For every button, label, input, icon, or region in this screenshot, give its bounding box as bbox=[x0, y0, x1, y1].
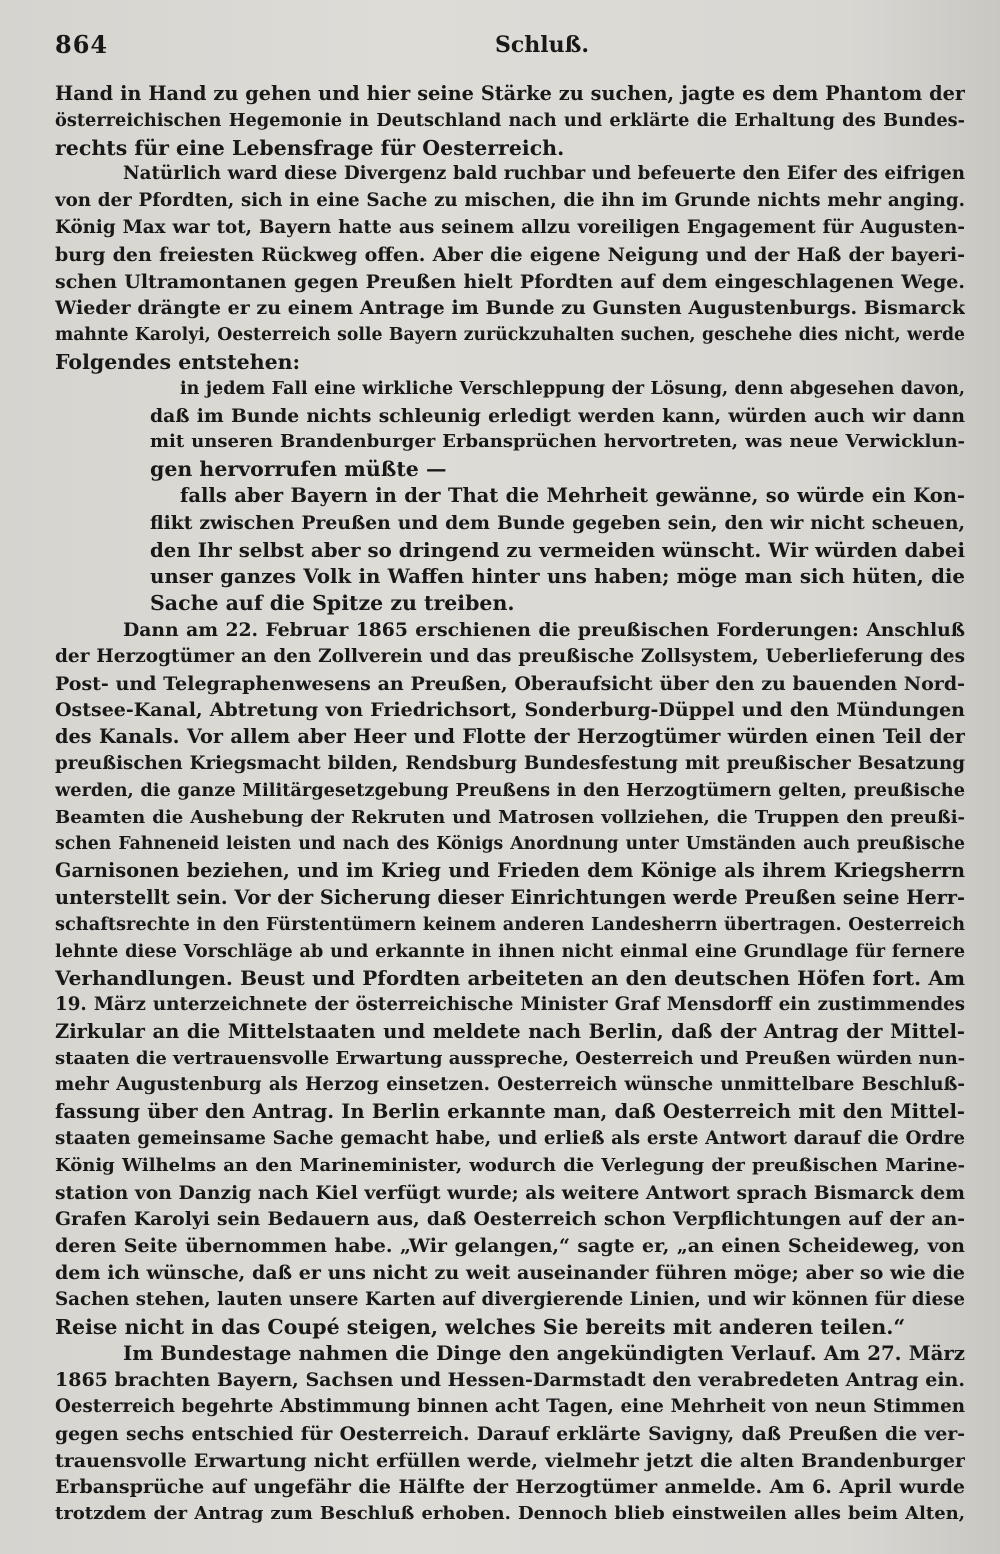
text-line: mit unseren Brandenburger Erbansprüchen hervortreten, was neue Verwicklun- bbox=[150, 431, 965, 453]
text-line: fassung über den Antrag. In Berlin erkannte man, daß Oesterreich mit den Mittel- bbox=[55, 1100, 965, 1124]
text-line: Wieder drängte er zu einem Antrage im Bunde zu Gunsten Augustenburgs. Bismarck bbox=[55, 297, 965, 320]
text-line: Hand in Hand zu gehen und hier seine Stärke zu suchen, jagte es dem Phantom der bbox=[55, 82, 965, 105]
text-line: burg den freiesten Rückweg offen. Aber die eigene Neigung und der Haß der bayeri- bbox=[55, 243, 965, 266]
text-line: von der Pfordten, sich in eine Sache zu mischen, die ihn im Grunde nichts mehr anging. bbox=[55, 190, 965, 212]
text-line: gegen sechs entschied für Oesterreich. Darauf erklärte Savigny, daß Preußen die ver- bbox=[55, 1422, 965, 1445]
text-line: mehr Augustenburg als Herzog einsetzen. Oesterreich wünsche unmittelbare Beschluß- bbox=[55, 1074, 965, 1096]
text-line: den Ihr selbst aber so dringend zu vermeiden wünscht. Wir würden dabei bbox=[150, 537, 965, 562]
text-line: trotzdem der Antrag zum Beschluß erhoben. Dennoch blieb einstweilen alles beim Alten, bbox=[55, 1503, 965, 1525]
page-header bbox=[55, 30, 960, 64]
text-line: der Herzogtümer an den Zollverein und das preußische Zollsystem, Ueberlieferung des bbox=[55, 645, 965, 667]
text-line: schen Fahneneid leisten und nach des Königs Anordnung unter Umständen auch preußische bbox=[55, 834, 965, 855]
text-line: Beamten die Aushebung der Rekruten und Matrosen vollziehen, die Truppen den preußi- bbox=[55, 806, 965, 828]
text-line: falls aber Bayern in der That die Mehrheit gewänne, so würde ein Kon- bbox=[180, 483, 965, 507]
text-line: Verhandlungen. Beust und Pfordten arbeiteten an den deutschen Höfen fort. Am bbox=[55, 966, 965, 991]
text-line: König Max war tot, Bayern hatte aus seinem allzu voreiligen Engagement für Augusten- bbox=[55, 216, 965, 238]
text-line: flikt zwischen Preußen und dem Bunde gegeben sein, den wir nicht scheuen, bbox=[150, 511, 965, 534]
text-line: unterstellt sein. Vor der Sicherung dieser Einrichtungen werde Preußen seine Herr- bbox=[55, 885, 965, 909]
text-line: Natürlich ward diese Divergenz bald ruchbar und befeuerte den Eifer des eifrigen bbox=[123, 163, 965, 185]
text-line: werden, die ganze Militärgesetzgebung Preußens in den Herzogtümern gelten, preußische bbox=[55, 779, 965, 801]
text-line: daß im Bunde nichts schleunig erledigt werden kann, würden auch wir dann bbox=[150, 404, 965, 427]
text-line: Dann am 22. Februar 1865 erschienen die preußischen Forderungen: Anschluß bbox=[123, 618, 965, 641]
text-line: Erbansprüche auf ungefähr die Hälfte der Herzogtümer anmelde. Am 6. April wurde bbox=[55, 1476, 965, 1499]
text-line: Im Bundestage nahmen die Dinge den angekündigten Verlauf. Am 27. März bbox=[123, 1341, 965, 1366]
text-line: 19. März unterzeichnete der österreichische Minister Graf Mensdorff ein zustimmendes bbox=[55, 994, 965, 1016]
text-line: Reise nicht in das Coupé steigen, welches Sie bereits mit anderen teilen.“ bbox=[55, 1314, 906, 1339]
text-line: Post- und Telegraphenwesens an Preußen, Oberaufsicht über den zu bauenden Nord- bbox=[55, 672, 965, 695]
text-line: staaten gemeinsame Sache gemacht habe, und erließ als erste Antwort darauf die Ordre bbox=[55, 1128, 965, 1150]
text-line: trauensvolle Erwartung nicht erfüllen werde, vielmehr jetzt die alten Brandenburger bbox=[55, 1449, 965, 1472]
text-line: Ostsee-Kanal, Abtretung von Friedrichsort, Sonderburg-Düppel und den Mündungen bbox=[55, 699, 965, 722]
text-line: dem ich wünsche, daß er uns nicht zu weit auseinander führen möge; aber so wie die bbox=[55, 1262, 965, 1285]
text-line: gen hervorrufen müßte — bbox=[150, 457, 447, 482]
text-line: österreichischen Hegemonie in Deutschland nach und erklärte die Erhaltung des Bundes- bbox=[55, 109, 965, 131]
text-line: Sache auf die Spitze zu treiben. bbox=[150, 591, 515, 616]
page-number: 864 bbox=[55, 30, 109, 59]
text-line: Zirkular an die Mittelstaaten und meldete nach Berlin, daß der Antrag der Mittel- bbox=[55, 1019, 965, 1043]
text-line: station von Danzig nach Kiel verfügt wurde; als weitere Antwort sprach Bismarck dem bbox=[55, 1181, 965, 1204]
text-line: Grafen Karolyi sein Bedauern aus, daß Oesterreich schon Verpflichtungen auf der an- bbox=[55, 1208, 965, 1231]
text-line: in jedem Fall eine wirkliche Verschleppung der Lösung, denn abgesehen davon, bbox=[180, 378, 965, 399]
text-line: preußischen Kriegsmacht bilden, Rendsburg Bundesfestung mit preußischer Besatzung bbox=[55, 752, 965, 774]
text-line: staaten die vertrauensvolle Erwartung ausspreche, Oesterreich und Preußen würden nun- bbox=[55, 1047, 965, 1069]
text-line: Garnisonen beziehen, und im Krieg und Frieden dem Könige als ihrem Kriegsherrn bbox=[55, 859, 965, 883]
text-line: schen Ultramontanen gegen Preußen hielt Pfordten auf dem eingeschlagenen Wege. bbox=[55, 270, 965, 293]
text-line: Oesterreich begehrte Abstimmung binnen acht Tagen, eine Mehrheit von neun Stimmen bbox=[55, 1396, 965, 1418]
text-line: König Wilhelms an den Marineminister, wodurch die Verlegung der preußischen Marine- bbox=[55, 1154, 965, 1176]
text-line: deren Seite übernommen habe. „Wir gelangen,“ sagte er, „an einen Scheideweg, von bbox=[55, 1235, 965, 1258]
running-head: Schluß. bbox=[495, 32, 590, 58]
text-line: schaftsrechte in den Fürstentümern keinem anderen Landesherrn übertragen. Oesterreich bbox=[55, 913, 965, 935]
text-line: des Kanals. Vor allem aber Heer und Flotte der Herzogtümer würden einen Teil der bbox=[55, 725, 965, 749]
text-line: rechts für eine Lebensfrage für Oesterreich. bbox=[55, 135, 565, 160]
text-line: Sachen stehen, lauten unsere Karten auf divergierende Linien, und wir können für diese bbox=[55, 1288, 965, 1310]
text-line: 1865 brachten Bayern, Sachsen und Hessen-Darmstadt den verabredeten Antrag ein. bbox=[55, 1369, 965, 1392]
text-line: Folgendes entstehen: bbox=[55, 349, 301, 374]
body-text bbox=[55, 81, 965, 1528]
text-line: unser ganzes Volk in Waffen hinter uns haben; möge man sich hüten, die bbox=[150, 564, 965, 589]
text-line: lehnte diese Vorschläge ab und erkannte in ihnen nicht einmal eine Grundlage für fernere bbox=[55, 940, 965, 962]
text-line: mahnte Karolyi, Oesterreich solle Bayern zurückzuhalten suchen, geschehe dies nicht, werde bbox=[55, 325, 965, 346]
